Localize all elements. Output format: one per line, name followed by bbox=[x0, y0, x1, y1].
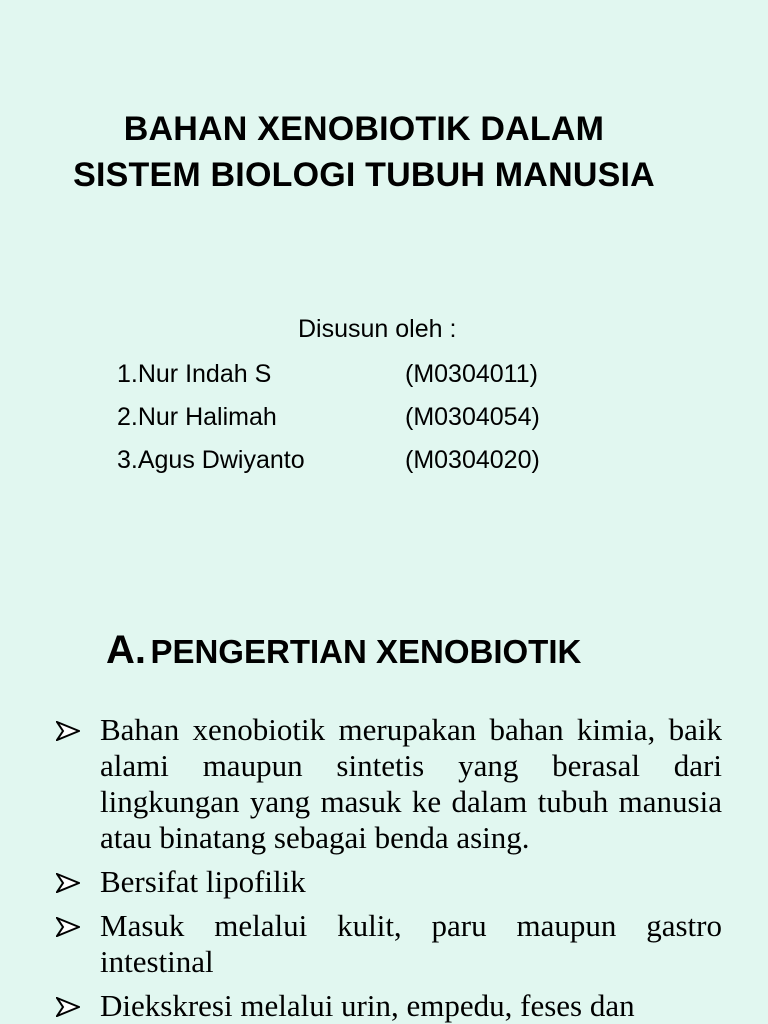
author-name: 2.Nur Halimah bbox=[117, 403, 277, 431]
arrowhead-bullet-icon bbox=[54, 908, 84, 944]
author-nim: (M0304054) bbox=[405, 403, 540, 431]
bullet-item bbox=[54, 908, 722, 980]
author-name: 3.Agus Dwiyanto bbox=[117, 446, 305, 474]
bullet-text: Diekskresi melalui urin, empedu, feses dan bbox=[100, 988, 635, 1023]
bullet-item bbox=[54, 988, 722, 1024]
author-row bbox=[117, 396, 597, 439]
bullet-text: Masuk melalui kulit, paru maupun gastro intestinal bbox=[100, 908, 722, 979]
section-title: PENGERTIAN XENOBIOTIK bbox=[150, 633, 582, 670]
slide-title-line-1: BAHAN XENOBIOTIK DALAM bbox=[123, 110, 605, 148]
slide-title bbox=[0, 106, 728, 198]
arrowhead-bullet-icon bbox=[54, 864, 84, 900]
bullet-item bbox=[54, 712, 722, 856]
author-name: 1.Nur Indah S bbox=[117, 360, 272, 388]
authors-heading: Disusun oleh : bbox=[298, 315, 457, 343]
bullet-list bbox=[54, 712, 722, 1024]
slide-title-line-2: SISTEM BIOLOGI TUBUH MANUSIA bbox=[73, 156, 655, 194]
bullet-text: Bersifat lipofilik bbox=[100, 864, 306, 899]
arrowhead-bullet-icon bbox=[54, 988, 84, 1024]
author-nim: (M0304011) bbox=[405, 360, 538, 388]
slide-divider bbox=[0, 512, 768, 514]
bullet-text: Bahan xenobiotik merupakan bahan kimia, baik alami maupun sintetis yang berasal dari lingkungan yang masuk ke dalam tubuh manusia atau binatang sebagai benda asing. bbox=[100, 712, 722, 855]
section-heading bbox=[106, 622, 581, 687]
author-row bbox=[117, 353, 597, 396]
bullet-item bbox=[54, 864, 722, 900]
author-nim: (M0304020) bbox=[405, 446, 540, 474]
section-letter: A. bbox=[106, 628, 146, 672]
arrowhead-bullet-icon bbox=[54, 712, 84, 748]
author-row bbox=[117, 439, 597, 482]
